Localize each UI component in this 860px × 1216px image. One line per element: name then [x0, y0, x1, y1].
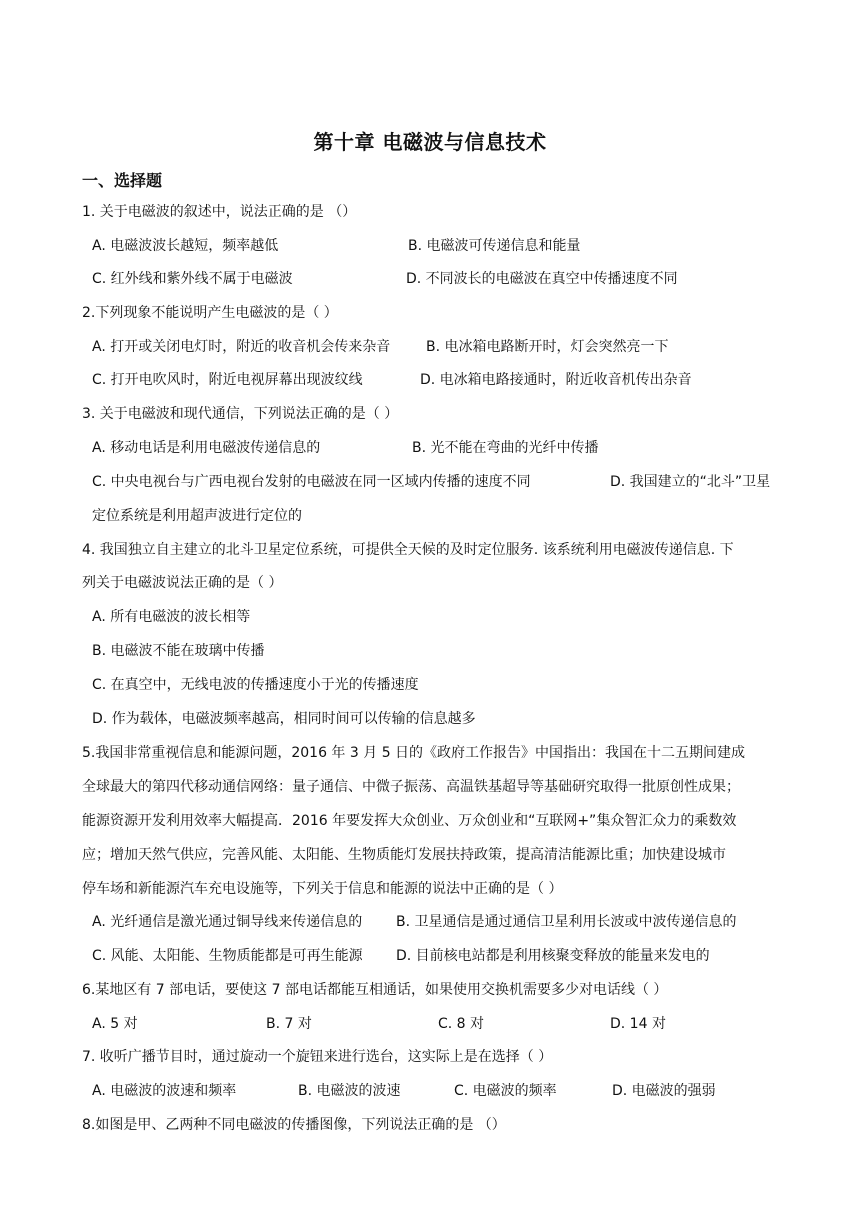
question-6-option-b: B. 7 对: [266, 1016, 312, 1032]
question-2-option-d: D. 电冰箱电路接通时，附近收音机传出杂音: [420, 372, 692, 388]
question-4-option-c: C. 在真空中，无线电波的传播速度小于光的传播速度: [92, 677, 419, 693]
question-4-stem-line-2: 列关于电磁波说法正确的是（ ）: [82, 575, 283, 591]
question-5-option-c: C. 风能、太阳能、生物质能都是可再生能源: [92, 948, 363, 964]
question-2-option-a: A. 打开或关闭电灯时，附近的收音机会传来杂音: [92, 339, 391, 355]
question-1-option-c: C. 红外线和紫外线不属于电磁波: [92, 271, 293, 287]
question-5-option-d: D. 目前核电站都是利用核聚变释放的能量来发电的: [396, 948, 710, 964]
question-8-stem: 8.如图是甲、乙两种不同电磁波的传播图像，下列说法正确的是 （）: [82, 1117, 506, 1133]
question-4-stem-line-1: 4. 我国独立自主建立的北斗卫星定位系统，可提供全天候的及时定位服务. 该系统利用电磁波传递信息. 下: [82, 542, 734, 558]
question-4-option-d: D. 作为载体，电磁波频率越高，相同时间可以传输的信息越多: [92, 711, 476, 727]
question-7-stem: 7. 收听广播节目时，通过旋动一个旋钮来进行选台，这实际上是在选择（ ）: [82, 1049, 553, 1065]
question-7-option-c: C. 电磁波的频率: [454, 1083, 557, 1099]
question-4-option-a: A. 所有电磁波的波长相等: [92, 609, 251, 625]
question-5-stem-line-4: 应；增加天然气供应，完善风能、太阳能、生物质能灯发展扶持政策，提高清洁能源比重；加快建设城市: [82, 847, 726, 863]
question-2-stem: 2.下列现象不能说明产生电磁波的是（ ）: [82, 305, 338, 321]
section-heading: 一、选择题: [82, 171, 163, 190]
question-1-option-b: B. 电磁波可传递信息和能量: [408, 238, 581, 254]
question-5-option-b: B. 卫星通信是通过通信卫星利用长波或中波传递信息的: [396, 914, 737, 930]
question-6-stem: 6.某地区有 7 部电话，要使这 7 部电话都能互相通话，如果使用交换机需要多少对电话线（ ）: [82, 982, 668, 998]
question-2-option-b: B. 电冰箱电路断开时，灯会突然亮一下: [426, 339, 669, 355]
question-5-option-a: A. 光纤通信是激光通过铜导线来传递信息的: [92, 914, 363, 930]
question-2-option-c: C. 打开电吹风时，附近电视屏幕出现波纹线: [92, 372, 363, 388]
question-3-stem: 3. 关于电磁波和现代通信，下列说法正确的是（ ）: [82, 406, 399, 422]
question-7-option-a: A. 电磁波的波速和频率: [92, 1083, 237, 1099]
question-3-option-d-continued: 定位系统是利用超声波进行定位的: [92, 508, 302, 524]
question-3-option-d: D. 我国建立的“北斗”卫星: [610, 474, 771, 490]
question-4-option-b: B. 电磁波不能在玻璃中传播: [92, 643, 265, 659]
question-5-stem-line-1: 5.我国非常重视信息和能源问题，2016 年 3 月 5 日的《政府工作报告》中国指出：我国在十二五期间建成: [82, 745, 746, 761]
question-7-option-d: D. 电磁波的强弱: [612, 1083, 716, 1099]
question-1-option-a: A. 电磁波波长越短，频率越低: [92, 238, 279, 254]
question-3-option-c: C. 中央电视台与广西电视台发射的电磁波在同一区域内传播的速度不同: [92, 474, 531, 490]
question-6-option-a: A. 5 对: [92, 1016, 138, 1032]
question-6-option-d: D. 14 对: [610, 1016, 666, 1032]
question-1-stem: 1. 关于电磁波的叙述中，说法正确的是 （）: [82, 204, 357, 220]
question-1-option-d: D. 不同波长的电磁波在真空中传播速度不同: [406, 271, 678, 287]
document-title: 第十章 电磁波与信息技术: [313, 130, 547, 154]
question-5-stem-line-2: 全球最大的第四代移动通信网络：量子通信、中微子振荡、高温铁基超导等基础研究取得一批原创性成果；: [82, 779, 740, 795]
question-5-stem-line-3: 能源资源开发利用效率大幅提高．2016 年要发挥大众创业、万众创业和“互联网+”集众智汇众力的乘数效: [82, 813, 737, 829]
question-3-option-b: B. 光不能在弯曲的光纤中传播: [412, 440, 599, 456]
question-3-option-a: A. 移动电话是利用电磁波传递信息的: [92, 440, 321, 456]
question-6-option-c: C. 8 对: [438, 1016, 485, 1032]
question-5-stem-line-5: 停车场和新能源汽车充电设施等，下列关于信息和能源的说法中正确的是（ ）: [82, 881, 563, 897]
question-7-option-b: B. 电磁波的波速: [298, 1083, 401, 1099]
